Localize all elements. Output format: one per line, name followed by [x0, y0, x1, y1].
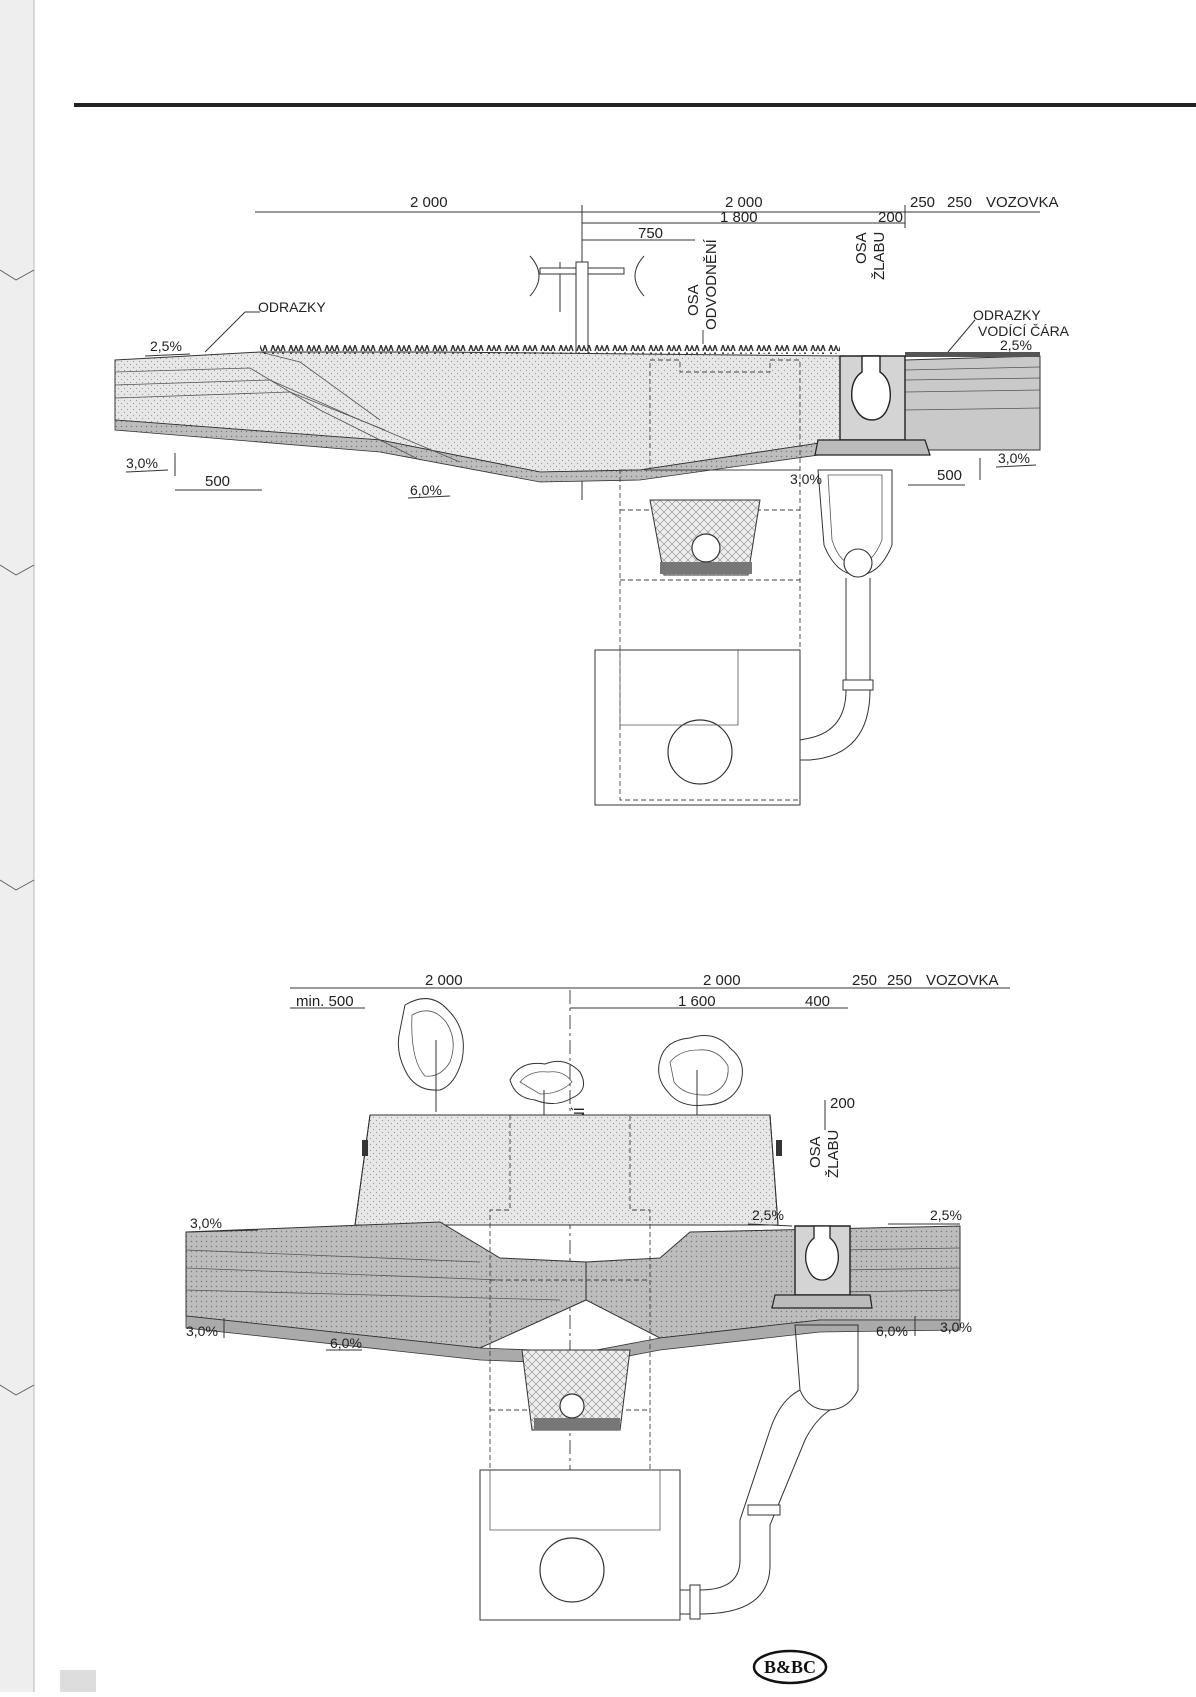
tree-icon: [398, 999, 463, 1112]
top-odvodneni: ODVODNĚNÍ: [703, 239, 720, 330]
top-dim-500-left: 500: [205, 473, 231, 490]
dim-top-250b: 250: [947, 194, 973, 211]
bottom-osa-zlabu-osa: OSA: [807, 1136, 824, 1168]
top-roadway-layers: [905, 356, 1040, 450]
top-slope-left-bottom: 3,0%: [126, 455, 158, 471]
dim-bottom-250a: 250: [852, 972, 878, 989]
dim-bottom-400: 400: [805, 993, 831, 1010]
dim-bottom-min500: min. 500: [296, 993, 354, 1010]
top-slope-gutter: 3,0%: [790, 471, 822, 487]
dim-bottom-250b: 250: [887, 972, 913, 989]
bottom-slope-right-sub: 6,0%: [876, 1323, 908, 1339]
top-odrazky-right: ODRAZKY: [973, 307, 1041, 323]
top-slope-subgrade: 6,0%: [410, 482, 442, 498]
top-grass-strip: [260, 345, 840, 354]
bottom-gully-pipe: [680, 1325, 858, 1619]
top-dim-500-right: 500: [937, 467, 963, 484]
dim-top-1800: 1 800: [720, 209, 758, 226]
dim-top-vozovka: VOZOVKA: [986, 194, 1059, 211]
dim-bottom-right: 2 000: [703, 972, 741, 989]
dim-top-200: 200: [878, 209, 904, 226]
bottom-slope-left-bottom: 3,0%: [186, 1323, 218, 1339]
top-osa-zlabu-zlabu: ŽLABU: [871, 231, 888, 280]
bottom-planter-fill: [355, 1115, 778, 1225]
bottom-slope-right-top: 2,5%: [930, 1207, 962, 1223]
bottom-slope-near-gutter: 2,5%: [752, 1207, 784, 1223]
top-manhole-pipe: [668, 720, 732, 784]
dim-top-left: 2 000: [410, 194, 448, 211]
bottom-osa-zlabu-zlabu: ŽLABU: [825, 1129, 842, 1178]
bottom-manhole-pipe: [540, 1538, 604, 1602]
bottom-slope-subgrade: 6,0%: [330, 1335, 362, 1351]
top-odrazky-left: ODRAZKY: [258, 299, 326, 315]
tree-icon: [659, 1036, 743, 1118]
top-slope-right-bottom: 3,0%: [998, 450, 1030, 466]
guardrail-icon: [530, 256, 644, 354]
top-embankment-fill: [115, 352, 840, 472]
dim-top-250a: 250: [910, 194, 936, 211]
binding-strip: [0, 0, 96, 1692]
diagram-top: [115, 194, 1070, 805]
diagram-bottom: [186, 972, 1010, 1620]
top-osa: OSA: [685, 284, 702, 316]
bottom-slope-right-bottom: 3,0%: [940, 1319, 972, 1335]
bbc-logo: [754, 1651, 826, 1683]
bottom-slope-left-top: 3,0%: [190, 1215, 222, 1231]
dim-top-750: 750: [638, 225, 664, 242]
dim-bottom-1600: 1 600: [678, 993, 716, 1010]
top-osa-zlabu-osa: OSA: [853, 232, 870, 264]
top-vodici-cara: VODÍCÍ ČÁRA: [978, 323, 1070, 339]
logo-text: B&BC: [763, 1657, 817, 1677]
top-gully-pipe: [800, 470, 892, 760]
dim-bottom-200: 200: [830, 1095, 856, 1112]
top-slope-left-top: 2,5%: [150, 338, 182, 354]
dim-top-right: 2 000: [725, 194, 763, 211]
top-drain-pipe: [692, 534, 720, 562]
top-slope-right-top: 2,5%: [1000, 337, 1032, 353]
bottom-drain-pipe: [560, 1394, 584, 1418]
dim-bottom-left: 2 000: [425, 972, 463, 989]
dim-bottom-vozovka: VOZOVKA: [926, 972, 999, 989]
